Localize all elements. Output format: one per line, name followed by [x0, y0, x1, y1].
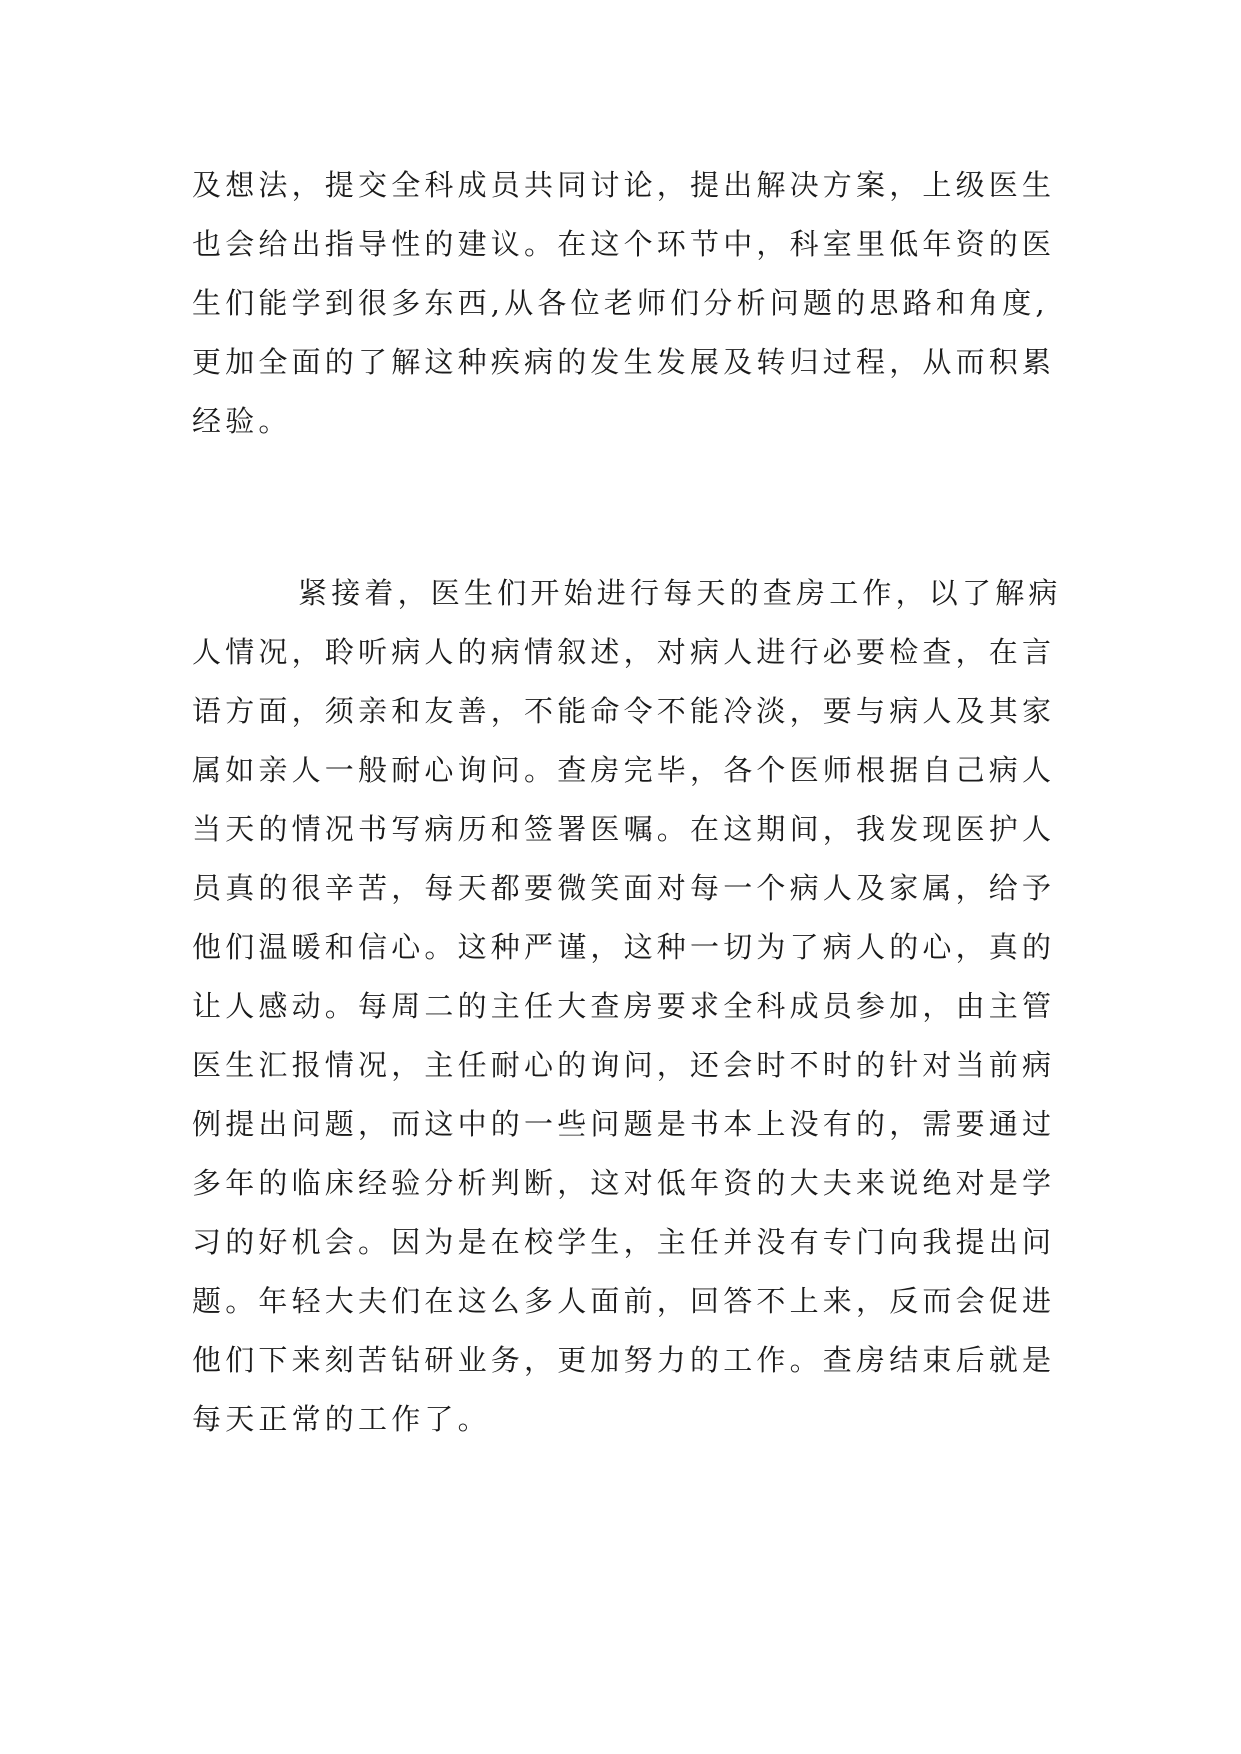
paragraph-line: 也会给出指导性的建议。在这个环节中，科室里低年资的医 — [192, 227, 1056, 261]
paragraph-line: 生们能学到很多东西,从各位老师们分析问题的思路和角度, — [192, 286, 1049, 320]
paragraph-line: 医生汇报情况，主任耐心的询问，还会时不时的针对当前病 — [192, 1048, 1056, 1082]
paragraph-line: 语方面，须亲和友善，不能命令不能冷淡，要与病人及其家 — [192, 694, 1056, 728]
paragraph-line: 属如亲人一般耐心询问。查房完毕，各个医师根据自己病人 — [192, 753, 1056, 787]
paragraph-line: 更加全面的了解这种疾病的发生发展及转归过程，从而积累 — [192, 345, 1056, 379]
paragraph-line: 例提出问题，而这中的一些问题是书本上没有的，需要通过 — [192, 1107, 1056, 1141]
paragraph-line: 人情况，聆听病人的病情叙述，对病人进行必要检查，在言 — [192, 635, 1056, 669]
paragraph-line: 他们温暖和信心。这种严谨，这种一切为了病人的心，真的 — [192, 930, 1056, 964]
paragraph-line: 多年的临床经验分析判断，这对低年资的大夫来说绝对是学 — [192, 1166, 1056, 1200]
paragraph-first-line: 紧接着，医生们开始进行每天的查房工作，以了解病 — [298, 576, 1062, 610]
paragraph-line: 他们下来刻苦钻研业务，更加努力的工作。查房结束后就是 — [192, 1343, 1056, 1377]
paragraph-line: 每天正常的工作了。 — [192, 1402, 491, 1436]
paragraph-ward-rounds — [192, 564, 1072, 1449]
paragraph-line: 及想法，提交全科成员共同讨论，提出解决方案，上级医生 — [192, 168, 1056, 202]
paragraph-line: 让人感动。每周二的主任大查房要求全科成员参加，由主管 — [192, 989, 1056, 1023]
paragraph-line: 员真的很辛苦，每天都要微笑面对每一个病人及家属，给予 — [192, 871, 1056, 905]
paragraph-line: 当天的情况书写病历和签署医嘱。在这期间，我发现医护人 — [192, 812, 1056, 846]
paragraph-line: 经验。 — [192, 404, 292, 438]
paragraph-continued — [192, 156, 1072, 451]
paragraph-line: 习的好机会。因为是在校学生，主任并没有专门向我提出问 — [192, 1225, 1056, 1259]
paragraph-line: 题。年轻大夫们在这么多人面前，回答不上来，反而会促进 — [192, 1284, 1056, 1318]
